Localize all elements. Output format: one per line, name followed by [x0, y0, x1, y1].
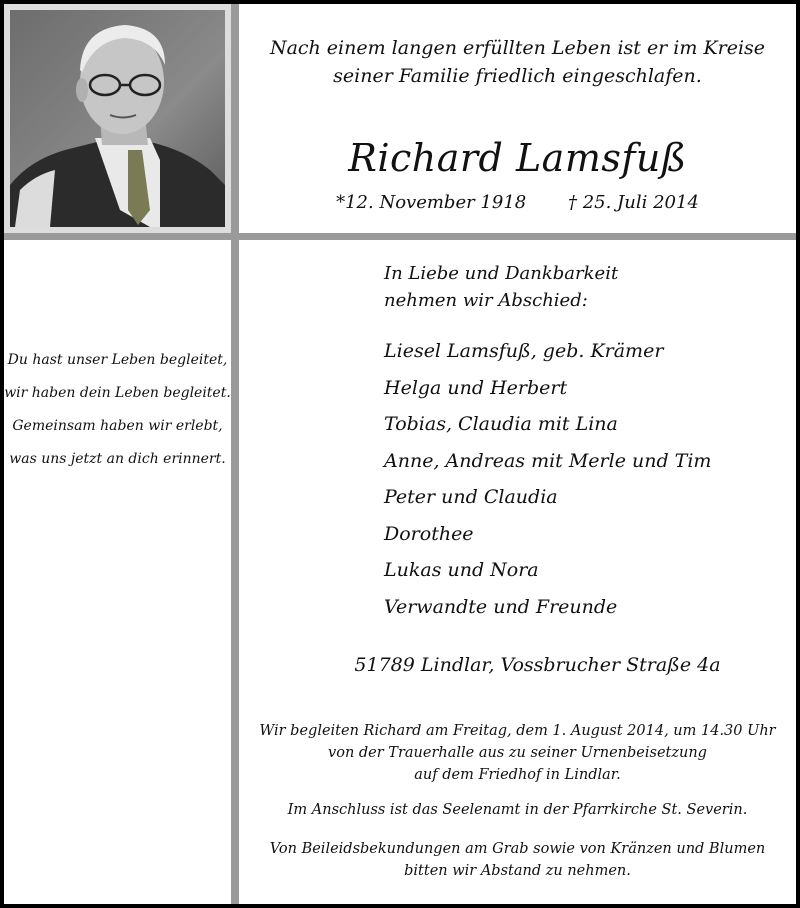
poem-line: Gemeinsam haben wir erlebt, — [12, 418, 223, 434]
farewell-line: nehmen wir Abschied: — [384, 290, 588, 311]
main-panel — [239, 240, 796, 904]
farewell-text — [384, 260, 618, 314]
requiem-info: Im Anschluss ist das Seelenamt in der Pfarrkirche St. Severin. — [287, 802, 748, 818]
mourner: Anne, Andreas mit Merle und Tim — [384, 449, 712, 472]
header-panel — [239, 4, 796, 233]
condolences-note — [239, 838, 796, 882]
vertical-divider — [231, 4, 239, 904]
deceased-name: Richard Lamsfuß — [348, 136, 687, 180]
photo-panel — [4, 4, 231, 233]
poem-panel — [4, 240, 231, 904]
address: 51789 Lindlar, Vossbrucher Straße 4a — [354, 654, 721, 676]
mourner: Dorothee — [384, 522, 474, 545]
mourner: Peter und Claudia — [384, 486, 558, 508]
mourner: Liesel Lamsfuß, geb. Krämer — [384, 340, 664, 362]
mourner: Tobias, Claudia mit Lina — [384, 413, 618, 435]
portrait-photo — [10, 10, 225, 227]
birth-date: *12. November 1918 — [336, 192, 527, 213]
condolences-line: Von Beileidsbekundungen am Grab sowie von Kränzen und Blumen — [269, 841, 766, 857]
mourner: Verwandte und Freunde — [384, 595, 618, 618]
condolences-line: bitten wir Abstand zu nehmen. — [404, 863, 631, 879]
poem-line: wir haben dein Leben begleitet. — [4, 385, 231, 401]
intro-text — [239, 34, 796, 90]
farewell-line: In Liebe und Dankbarkeit — [384, 263, 619, 284]
mourners-list — [384, 333, 711, 625]
poem — [4, 344, 231, 476]
poem-line: Du hast unser Leben begleitet, — [7, 352, 228, 368]
service-line: auf dem Friedhof in Lindlar. — [414, 767, 621, 783]
intro-line: Nach einem langen erfüllten Leben ist er im Kreise — [269, 37, 766, 59]
horizontal-divider — [4, 233, 796, 240]
service-info — [239, 720, 796, 786]
life-dates — [239, 192, 796, 213]
intro-line: seiner Familie friedlich eingeschlafen. — [333, 65, 702, 87]
mourner: Helga und Herbert — [384, 376, 568, 399]
poem-line: was uns jetzt an dich erinnert. — [9, 451, 226, 467]
service-line: von der Trauerhalle aus zu seiner Urnenbeisetzung — [328, 745, 707, 761]
service-line: Wir begleiten Richard am Freitag, dem 1. August 2014, um 14.30 Uhr — [259, 723, 776, 739]
death-date: † 25. Juli 2014 — [567, 192, 699, 213]
mourner: Lukas und Nora — [384, 559, 539, 581]
